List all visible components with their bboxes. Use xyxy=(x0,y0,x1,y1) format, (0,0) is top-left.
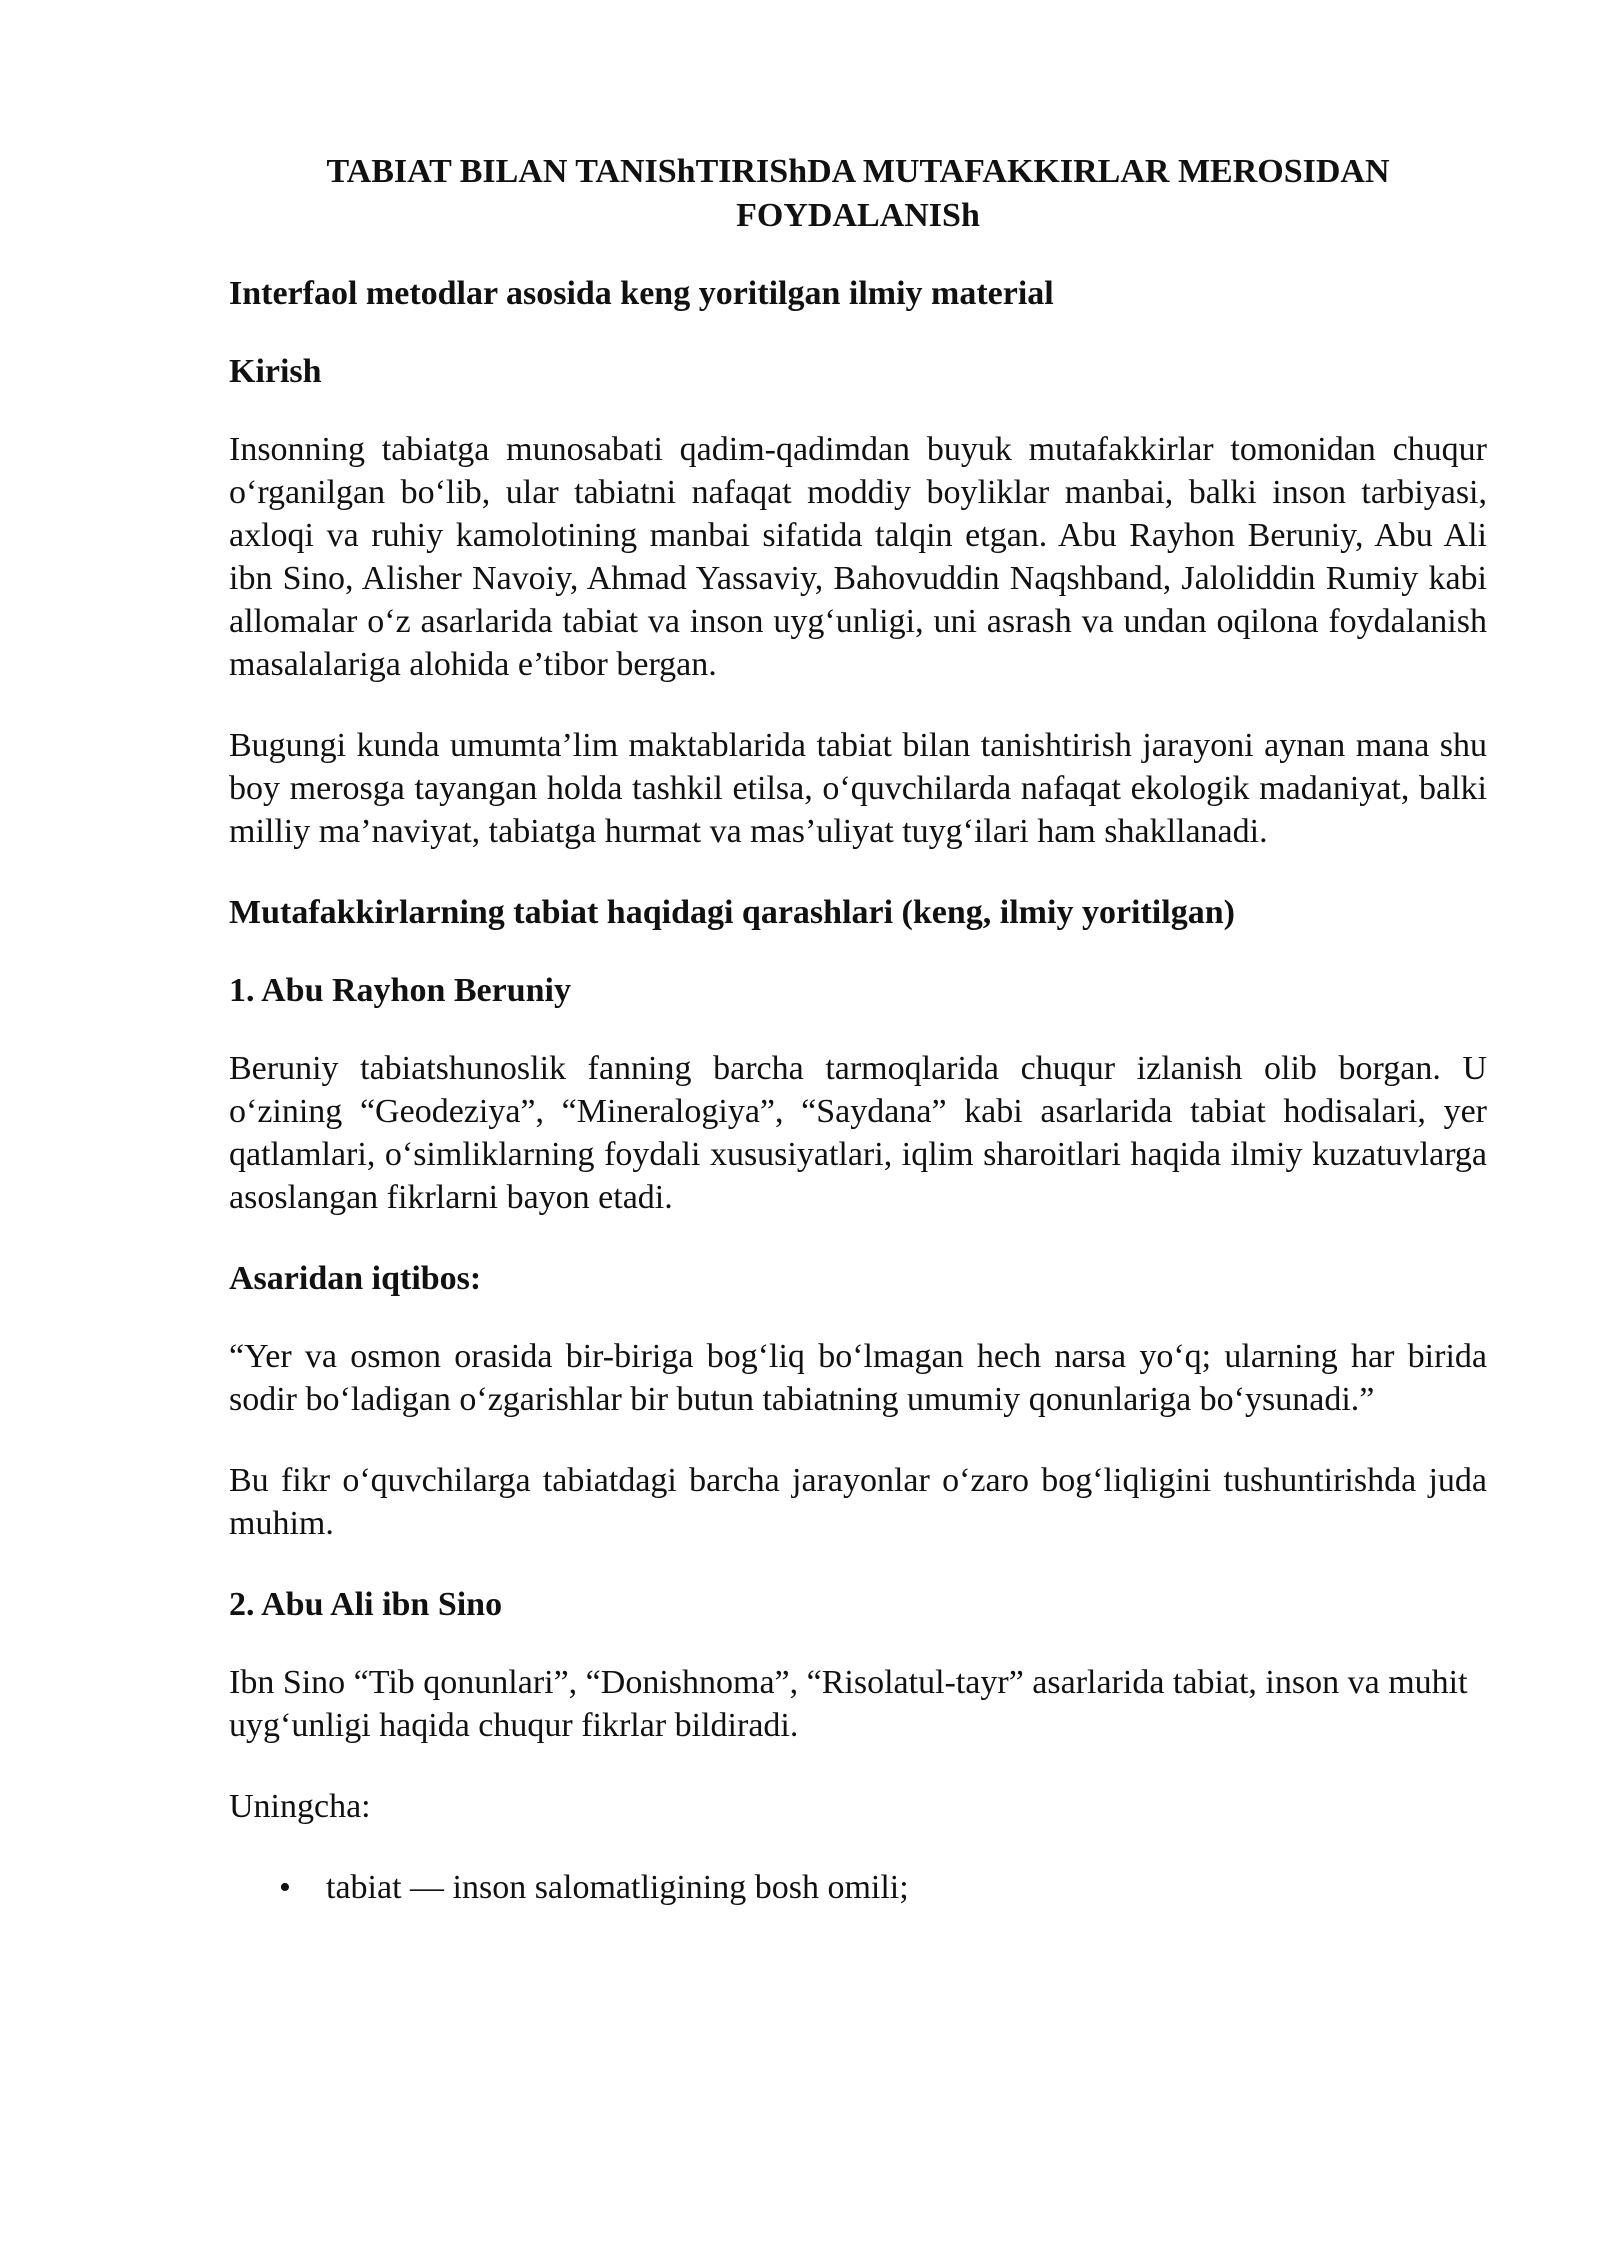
intro-paragraph-1: Insonning tabiatga munosabati qadim-qadimdan buyuk mutafakkirlar tomonidan chuqur o‘rganilgan bo‘lib, ular tabiatni nafaqat moddiy boyliklar manbai, balki inson tarbiyasi, axloqi va ruhiy kamolotining manbai sifatida talqin etgan. Abu Rayhon Beruniy, Abu Ali ibn Sino, Alisher Navoiy, Ahmad Yassaviy, Bahovuddin Naqshband, Jaloliddin Rumiy kabi allomalar o‘z asarlarida tabiat va inson uyg‘unligi, uni asrash va undan oqilona foydalanish masalalariga alohida e’tibor bergan. xyxy=(229,431,1487,683)
sino-intro: Uningcha: xyxy=(229,1788,371,1825)
title-line-2: FOYDALANISh xyxy=(736,197,980,234)
sino-bullet-list xyxy=(229,1866,1487,1910)
document-title xyxy=(229,150,1487,238)
bullet-icon: • xyxy=(279,1869,291,1906)
quote-comment: Bu fikr o‘quvchilarga tabiatdagi barcha jarayonlar o‘zaro bog‘liqligini tushuntirishda juda muhim. xyxy=(229,1462,1487,1542)
quote-heading: Asaridan iqtibos: xyxy=(229,1260,482,1297)
quote-text: “Yer va osmon orasida bir-biriga bog‘liq bo‘lmagan hech narsa yo‘q; ularning har birida sodir bo‘ladigan o‘zgarishlar bir butun tabiatning umumiy qonunlariga bo‘ysunadi.” xyxy=(229,1338,1487,1418)
document-page xyxy=(229,150,1487,1910)
intro-heading: Kirish xyxy=(229,353,322,390)
title-line-1: TABIAT BILAN TANIShTIRIShDA MUTAFAKKIRLAR MEROSIDAN xyxy=(326,153,1390,190)
intro-paragraph-2: Bugungi kunda umumta’lim maktablarida tabiat bilan tanishtirish jarayoni aynan mana shu boy merosga tayangan holda tashkil etilsa, o‘quvchilarda nafaqat ekologik madaniyat, balki milliy ma’naviyat, tabiatga hurmat va mas’uliyat tuyg‘ilari ham shakllanadi. xyxy=(229,727,1487,850)
list-item xyxy=(229,1866,1487,1910)
list-item-text: tabiat — inson salomatligining bosh omili; xyxy=(326,1869,909,1906)
beruniy-heading: 1. Abu Rayhon Beruniy xyxy=(229,972,571,1009)
sino-heading: 2. Abu Ali ibn Sino xyxy=(229,1586,503,1623)
document-subtitle: Interfaol metodlar asosida keng yoritilgan ilmiy material xyxy=(229,275,1054,312)
views-heading: Mutafakkirlarning tabiat haqidagi qarashlari (keng, ilmiy yoritilgan) xyxy=(229,894,1235,931)
beruniy-paragraph: Beruniy tabiatshunoslik fanning barcha tarmoqlarida chuqur izlanish olib borgan. U o‘zining “Geodeziya”, “Mineralogiya”, “Saydana” kabi asarlarida tabiat hodisalari, yer qatlamlari, o‘simliklarning foydali xususiyatlari, iqlim sharoitlari haqida ilmiy kuzatuvlarga asoslangan fikrlarni bayon etadi. xyxy=(229,1050,1487,1216)
sino-paragraph: Ibn Sino “Tib qonunlari”, “Donishnoma”, “Risolatul-tayr” asarlarida tabiat, inson va muhit uyg‘unligi haqida chuqur fikrlar bildiradi. xyxy=(229,1664,1468,1744)
